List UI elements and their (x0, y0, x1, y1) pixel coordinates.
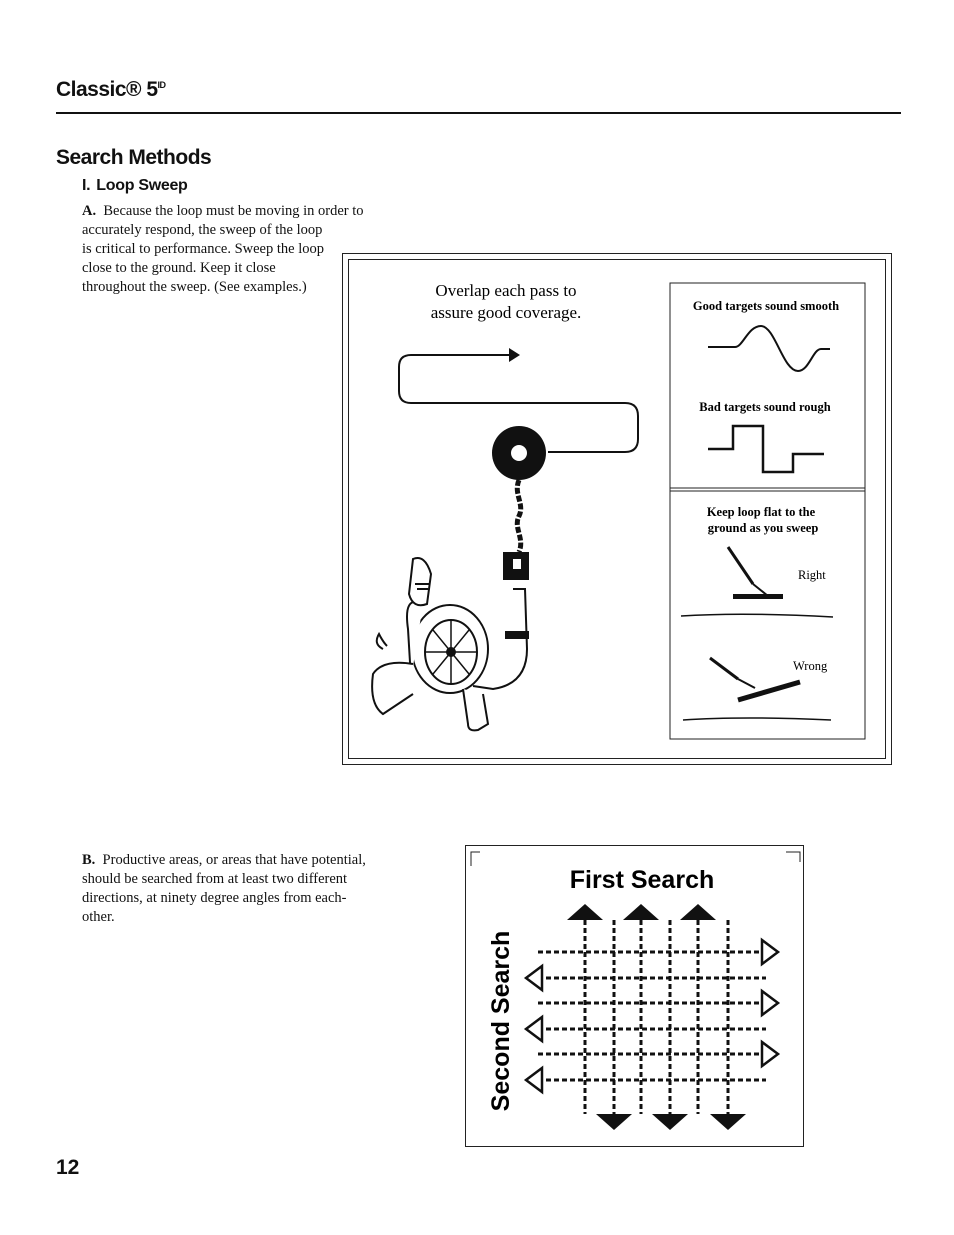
down-arrows-icon (596, 1114, 746, 1130)
paragraph-b-text: Productive areas, or areas that have potential, should be searched from at least two different directions, at ninety degree angles from each-other. (82, 852, 366, 925)
header-rule (56, 112, 901, 114)
search-grid-figure (465, 845, 804, 1147)
search-coil-center-icon (511, 445, 527, 461)
second-search-label: Second Search (487, 930, 515, 1112)
keep-flat-line1: Keep loop flat to the (706, 505, 816, 519)
corner-mark-top-left (471, 852, 480, 866)
page-number: 12 (56, 1156, 80, 1179)
loop-sweep-figure (342, 253, 892, 765)
first-search-label: First Search (569, 866, 715, 894)
paragraph-a-label: A. (82, 203, 97, 219)
overlap-caption-line1: Overlap each pass to (435, 281, 577, 300)
loop-sweep-illustration (343, 254, 893, 766)
paragraph-b-label: B. (82, 852, 96, 868)
left-arrows-icon (526, 966, 542, 1092)
bad-targets-label: Bad targets sound rough (699, 400, 831, 414)
manual-title-superscript: ID (157, 80, 166, 90)
paragraph-a-first-line (82, 202, 422, 221)
up-arrows-icon (567, 904, 716, 920)
good-targets-label: Good targets sound smooth (692, 299, 840, 313)
detector-shaft-icon (517, 480, 520, 552)
second-search-passes (538, 952, 766, 1080)
control-box-display-icon (513, 559, 521, 569)
manual-title-text: Classic® 5 (56, 78, 158, 101)
paragraph-b (82, 851, 367, 927)
subsection-title (82, 177, 188, 195)
person-operator-icon (372, 558, 528, 730)
section-title: Search Methods (56, 146, 212, 169)
paragraph-a-body: accurately respond, the sweep of the loop is critical to performance. Sweep the loop close to the ground. Keep it close throughout the sweep. (See examples.) (82, 222, 324, 295)
wrong-label: Wrong (793, 659, 828, 673)
sweep-arrow-icon (509, 348, 520, 362)
right-arrows-icon (762, 940, 778, 1066)
subsection-number: I. (82, 177, 91, 194)
first-search-passes (585, 920, 728, 1114)
overlap-caption-line2: assure good coverage. (430, 303, 582, 322)
paragraph-a-line1: Because the loop must be moving in order to (103, 203, 364, 219)
right-label: Right (798, 568, 826, 582)
corner-mark-top-right (786, 852, 800, 862)
manual-title (56, 78, 166, 102)
keep-flat-line2: ground as you sweep (707, 521, 819, 535)
search-grid-illustration (466, 846, 805, 1148)
subsection-title-text: Loop Sweep (96, 177, 188, 194)
